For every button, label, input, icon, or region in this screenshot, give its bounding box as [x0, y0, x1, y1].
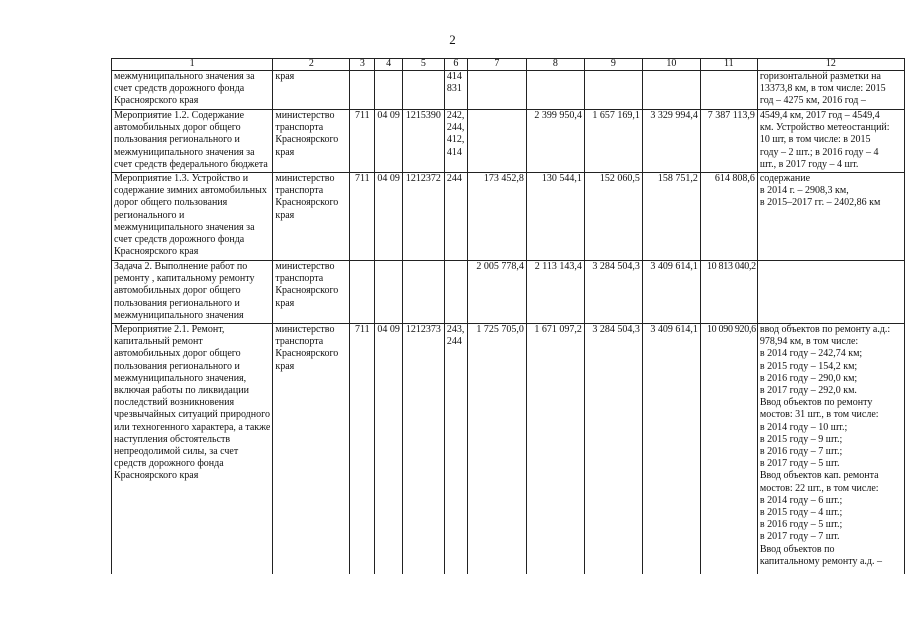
expected-result-line: в 2016 году – 5 шт.; [759, 519, 843, 531]
administrator-line: транспорта [275, 336, 324, 348]
measure-name-line: наступления обстоятельств [114, 433, 231, 445]
grbs-code-cell: 711 [350, 110, 375, 173]
expected-result-line: шт., в 2017 году – 4 шт. [759, 158, 859, 170]
expected-result-line: год – 4275 км, 2016 год – [759, 95, 866, 107]
expected-result-line: капитальному ремонту а.д. – [759, 555, 883, 567]
column-number: 10 [642, 59, 700, 71]
amount-cell: 1 725 705,0 [467, 324, 526, 574]
measure-name-line: межмуниципального значения за [114, 221, 255, 233]
administrator-cell [273, 261, 350, 324]
expense-type-line: 244 [446, 336, 462, 348]
administrator-line: транспорта [275, 185, 324, 197]
amount-cell [642, 71, 700, 110]
expected-result-cell [757, 110, 904, 173]
expected-result-line: в 2015 году – 154,2 км; [759, 360, 858, 372]
column-number: 5 [402, 59, 444, 71]
column-number: 11 [700, 59, 757, 71]
measure-name-line: Мероприятие 2.1. Ремонт, [114, 324, 225, 335]
amount-cell [467, 110, 526, 173]
administrator-cell [273, 173, 350, 261]
administrator-line: края [275, 360, 295, 372]
program-measures-table [111, 58, 905, 574]
expense-type-line: 831 [446, 83, 462, 95]
administrator-line: края [275, 209, 295, 221]
measure-name-line: Красноярского края [114, 95, 199, 107]
target-code-cell [402, 261, 444, 324]
administrator-line: министерство [275, 173, 335, 184]
amount-cell: 1 657 169,1 [584, 110, 642, 173]
column-number: 4 [375, 59, 403, 71]
expected-result-line: в 2014 году – 10 шт.; [759, 421, 848, 433]
administrator-line: Красноярского [275, 197, 339, 209]
task-name-line: межмуниципального значения [114, 309, 244, 321]
expected-result-cell [757, 261, 904, 324]
task-name-line: автомобильных дорог общего [114, 285, 241, 297]
expense-type-line: 412, [446, 134, 465, 146]
administrator-line: министерство [275, 110, 335, 121]
expected-result-line: 978,94 км, в том числе: [759, 336, 859, 348]
expected-result-line: 4549,4 км, 2017 год – 4549,4 [759, 110, 880, 121]
expense-type-line: 414 [446, 146, 462, 158]
column-number: 6 [444, 59, 467, 71]
target-code-cell [402, 71, 444, 110]
amount-cell: 130 544,1 [526, 173, 584, 261]
page-number: 2 [449, 32, 456, 47]
measure-name-line: Мероприятие 1.2. Содержание [114, 110, 245, 121]
task-name-cell [112, 261, 273, 324]
measure-name-line: капитальный ремонт [114, 336, 203, 348]
administrator-cell [273, 324, 350, 574]
expected-result-line: 10 шт, в том числе: в 2015 [759, 134, 871, 146]
amount-cell: 2 113 143,4 [526, 261, 584, 324]
administrator-line: транспорта [275, 273, 324, 285]
expected-result-line: в 2015 году – 9 шт.; [759, 433, 843, 445]
amount-cell [467, 71, 526, 110]
column-number: 12 [757, 59, 904, 71]
expected-result-cell [757, 324, 904, 574]
section-code-cell: 04 09 [375, 173, 403, 261]
section-code-cell: 04 09 [375, 110, 403, 173]
measure-name-line: дорог общего пользования [114, 197, 228, 209]
amount-cell: 1 671 097,2 [526, 324, 584, 574]
grbs-code-cell: 711 [350, 173, 375, 261]
administrator-line: края [275, 297, 295, 309]
expected-result-line: мостов: 22 шт., в том числе: [759, 482, 879, 494]
measure-name-line: пользования регионального и [114, 360, 240, 372]
expected-result-line: в 2014 году – 6 шт.; [759, 494, 843, 506]
column-number: 3 [350, 59, 375, 71]
expense-type-line: 243, [446, 324, 465, 335]
expected-result-line: в 2015 году – 4 шт.; [759, 507, 843, 519]
expected-result-line: ввод объектов по ремонту а.д.: [759, 324, 891, 335]
task-name-line: ремонту , капитальному ремонту [114, 273, 255, 285]
grbs-code-cell [350, 261, 375, 324]
table-row [112, 110, 905, 173]
table-row [112, 71, 905, 110]
column-number: 9 [584, 59, 642, 71]
expense-type-cell [444, 324, 467, 574]
measure-name-line: включая работы по ликвидации [114, 385, 249, 397]
expected-result-line: в 2016 году – 7 шт.; [759, 446, 843, 458]
expected-result-line: в 2014 г. – 2908,3 км, [759, 185, 849, 197]
measure-name-cell [112, 324, 273, 574]
administrator-line: министерство [275, 261, 335, 272]
measure-name-line: счет средств дорожного фонда [114, 83, 245, 95]
measure-name-cell [112, 110, 273, 173]
total-amount-cell: 614 808,6 [700, 173, 757, 261]
target-code-cell: 1215390 [402, 110, 444, 173]
total-amount-cell: 10 813 040,2 [700, 261, 757, 324]
expected-result-line: году – 2 шт.; в 2016 году – 4 [759, 146, 879, 158]
expected-result-line: Ввод объектов по ремонту [759, 397, 873, 409]
amount-cell [526, 71, 584, 110]
expected-result-line: в 2017 году – 5 шт. [759, 458, 840, 470]
expense-type-cell [444, 110, 467, 173]
measure-name-line: регионального и [114, 209, 185, 221]
table-row [112, 173, 905, 261]
administrator-line: края [275, 146, 295, 158]
grbs-code-cell: 711 [350, 324, 375, 574]
measure-name-line: последствий возникновения [114, 397, 235, 409]
column-number: 2 [273, 59, 350, 71]
expected-result-cell [757, 173, 904, 261]
column-number: 1 [112, 59, 273, 71]
administrator-line: транспорта [275, 122, 324, 134]
section-code-cell [375, 261, 403, 324]
amount-cell: 152 060,5 [584, 173, 642, 261]
administrator-cell [273, 110, 350, 173]
measure-name-line: Мероприятие 1.3. Устройство и [114, 173, 249, 184]
total-amount-cell [700, 71, 757, 110]
measure-name-line: автомобильных дорог общего [114, 348, 241, 360]
administrator-cell [273, 71, 350, 110]
measure-name-line: счет средств дорожного фонда [114, 234, 245, 246]
target-code-cell: 1212372 [402, 173, 444, 261]
measure-name-cell [112, 71, 273, 110]
measure-name-line: автомобильных дорог общего [114, 122, 241, 134]
expected-result-line: км. Устройство метеостанций: [759, 122, 890, 134]
expense-type-line: 242, [446, 110, 465, 121]
target-code-cell: 1212373 [402, 324, 444, 574]
amount-cell: 3 329 994,4 [642, 110, 700, 173]
amount-cell: 2 005 778,4 [467, 261, 526, 324]
measure-name-cell [112, 173, 273, 261]
table-row [112, 324, 905, 574]
expected-result-line: Ввод объектов кап. ремонта [759, 470, 879, 482]
measure-name-line: содержание зимних автомобильных [114, 185, 267, 197]
administrator-line: края [275, 71, 295, 82]
column-number-row [112, 59, 905, 71]
administrator-line: Красноярского [275, 348, 339, 360]
administrator-line: министерство [275, 324, 335, 335]
expense-type-line: 414 [446, 71, 462, 82]
grbs-code-cell [350, 71, 375, 110]
task-name-line: пользования регионального и [114, 297, 240, 309]
measure-name-line: или техногенного характера, а также [114, 421, 271, 433]
amount-cell: 3 284 504,3 [584, 324, 642, 574]
measure-name-line: межмуниципального значения за [114, 71, 255, 82]
amount-cell: 3 284 504,3 [584, 261, 642, 324]
measure-name-line: счет средств федерального бюджета [114, 158, 268, 170]
column-number: 8 [526, 59, 584, 71]
expected-result-line: Ввод объектов по [759, 543, 835, 555]
expected-result-line: в 2017 году – 7 шт. [759, 531, 840, 543]
measure-name-line: пользования регионального и [114, 134, 240, 146]
expense-type-cell [444, 261, 467, 324]
measure-name-line: межмуниципального значения, [114, 372, 247, 384]
total-amount-cell: 10 090 920,6 [700, 324, 757, 574]
amount-cell: 158 751,2 [642, 173, 700, 261]
expected-result-line: мостов: 31 шт., в том числе: [759, 409, 879, 421]
expected-result-line: в 2017 году – 292,0 км. [759, 385, 857, 397]
column-number: 7 [467, 59, 526, 71]
measure-name-line: Красноярского края [114, 246, 199, 258]
expected-result-line: горизонтальной разметки на [759, 71, 881, 82]
amount-cell: 3 409 614,1 [642, 324, 700, 574]
measure-name-line: межмуниципального значения за [114, 146, 255, 158]
measure-name-line: непреодолимой силы, за счет [114, 446, 239, 458]
amount-cell: 3 409 614,1 [642, 261, 700, 324]
total-amount-cell: 7 387 113,9 [700, 110, 757, 173]
administrator-line: Красноярского [275, 134, 339, 146]
expected-result-line: 13373,8 км, в том числе: 2015 [759, 83, 886, 95]
section-code-cell: 04 09 [375, 324, 403, 574]
amount-cell [584, 71, 642, 110]
expected-result-line: в 2015–2017 гг. – 2402,86 км [759, 197, 881, 209]
amount-cell: 2 399 950,4 [526, 110, 584, 173]
expense-type-line: 244, [446, 122, 465, 134]
expense-type-cell [444, 71, 467, 110]
expected-result-line: в 2014 году – 242,74 км; [759, 348, 863, 360]
table-row [112, 261, 905, 324]
expense-type-cell [444, 173, 467, 261]
section-code-cell [375, 71, 403, 110]
expected-result-line: в 2016 году – 290,0 км; [759, 372, 858, 384]
measure-name-line: Красноярского края [114, 470, 199, 482]
measure-name-line: средств дорожного фонда [114, 458, 224, 470]
task-name-line: Задача 2. Выполнение работ по [114, 261, 248, 272]
expected-result-cell [757, 71, 904, 110]
measure-name-line: чрезвычайных ситуаций природного [114, 409, 270, 421]
expected-result-line: содержание [759, 173, 811, 184]
administrator-line: Красноярского [275, 285, 339, 297]
expense-type-line: 244 [446, 173, 462, 184]
amount-cell: 173 452,8 [467, 173, 526, 261]
